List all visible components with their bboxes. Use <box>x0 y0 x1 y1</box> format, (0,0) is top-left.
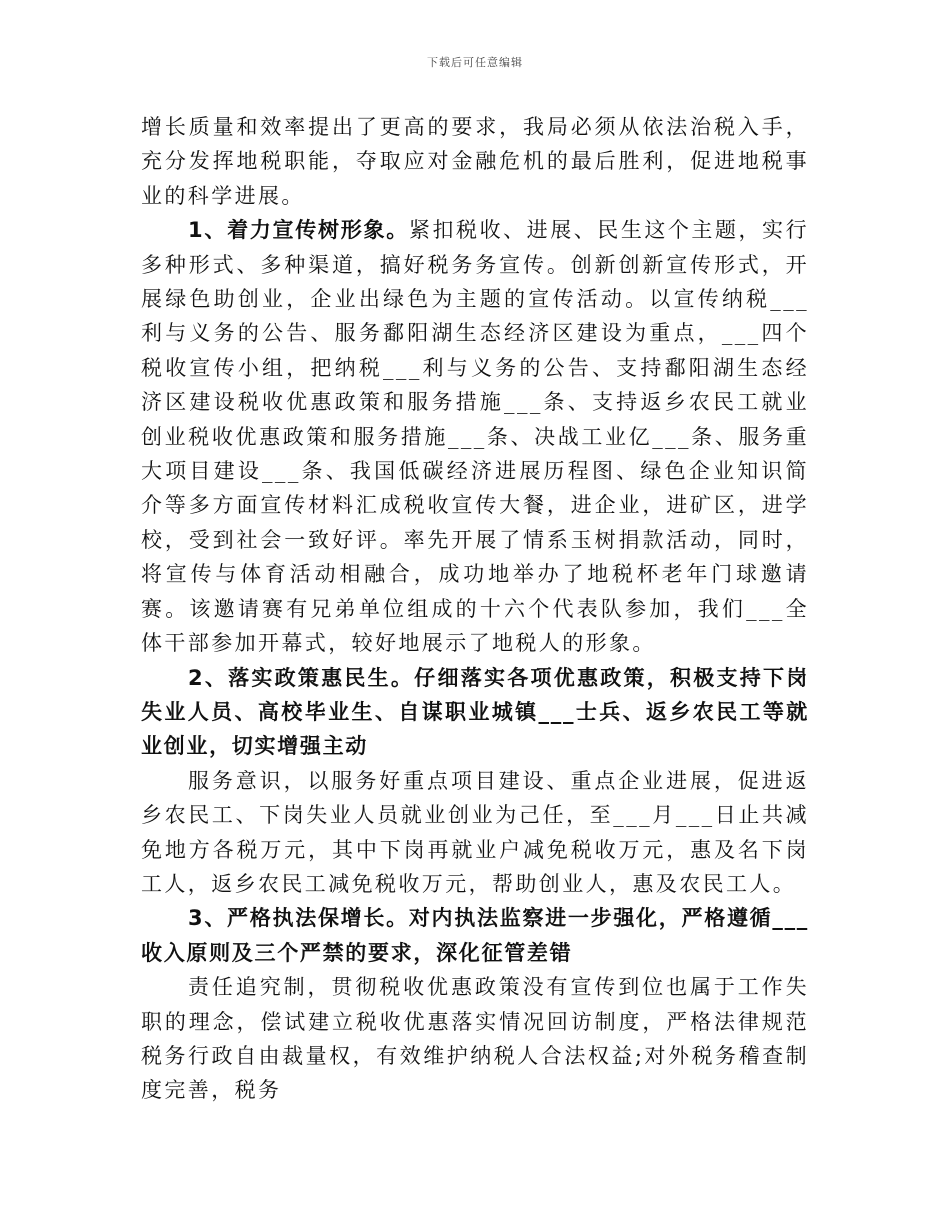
section-heading-publicity: 1、着力宣传树形象。 <box>188 218 409 243</box>
document-body <box>141 110 809 1108</box>
paragraph-publicity <box>141 213 809 660</box>
paragraph-accountability: 责任追究制，贯彻税收优惠政策没有宣传到位也属于工作失职的理念，偿试建立税收优惠落实情况回访制度，严格法律规范税务行政自由裁量权，有效维护纳税人合法权益;对外税务稽查制度完善，税务 <box>141 975 809 1103</box>
paragraph-intro: 增长质量和效率提出了更高的要求，我局必须从依法治税入手，充分发挥地税职能，夺取应对金融危机的最后胜利，促进地税事业的科学进展。 <box>141 115 809 208</box>
paragraph-service: 服务意识，以服务好重点项目建设、重点企业进展，促进返乡农民工、下岗失业人员就业创业为己任，至___月___日止共减免地方各税万元，其中下岗再就业户减免税收万元，惠及名下岗工人，返乡农民工减免税收万元，帮助创业人，惠及农民工人。 <box>141 768 809 896</box>
page-header: 下载后可任意编辑 <box>427 56 523 69</box>
section-heading-policy: 2、落实政策惠民生。仔细落实各项优惠政策，积极支持下岗失业人员、高校毕业生、自谋职业城镇___士兵、返乡农民工等就业创业，切实增强主动 <box>141 665 809 759</box>
section-heading-enforcement: 3、严格执法保增长。对内执法监察进一步强化，严格遵循___收入原则及三个严禁的要求，深化征管差错 <box>141 906 809 965</box>
paragraph-publicity-body: 紧扣税收、进展、民生这个主题，实行多种形式、多种渠道，搞好税务务宣传。创新创新宣传形式，开展绿色助创业，企业出绿色为主题的宣传活动。以宣传纳税___利与义务的公告、服务鄱阳湖生态经济区建设为重点，___四个税收宣传小组，把纳税___利与义务的公告、支持鄱阳湖生态经济区建设税收优惠政策和服务措施___条、支持返乡农民工就业创业税收优惠政策和服务措施___条、决战工业亿___条、服务重大项目建设___条、我国低碳经济进展历程图、绿色企业知识简介等多方面宣传材料汇成税收宣传大餐，进企业，进矿区，进学校，受到社会一致好评。率先开展了情系玉树捐款活动，同时，将宣传与体育活动相融合，成功地举办了地税杯老年门球邀请赛。该邀请赛有兄弟单位组成的十六个代表队参加，我们___全体干部参加开幕式，较好地展示了地税人的形象。 <box>141 218 809 656</box>
